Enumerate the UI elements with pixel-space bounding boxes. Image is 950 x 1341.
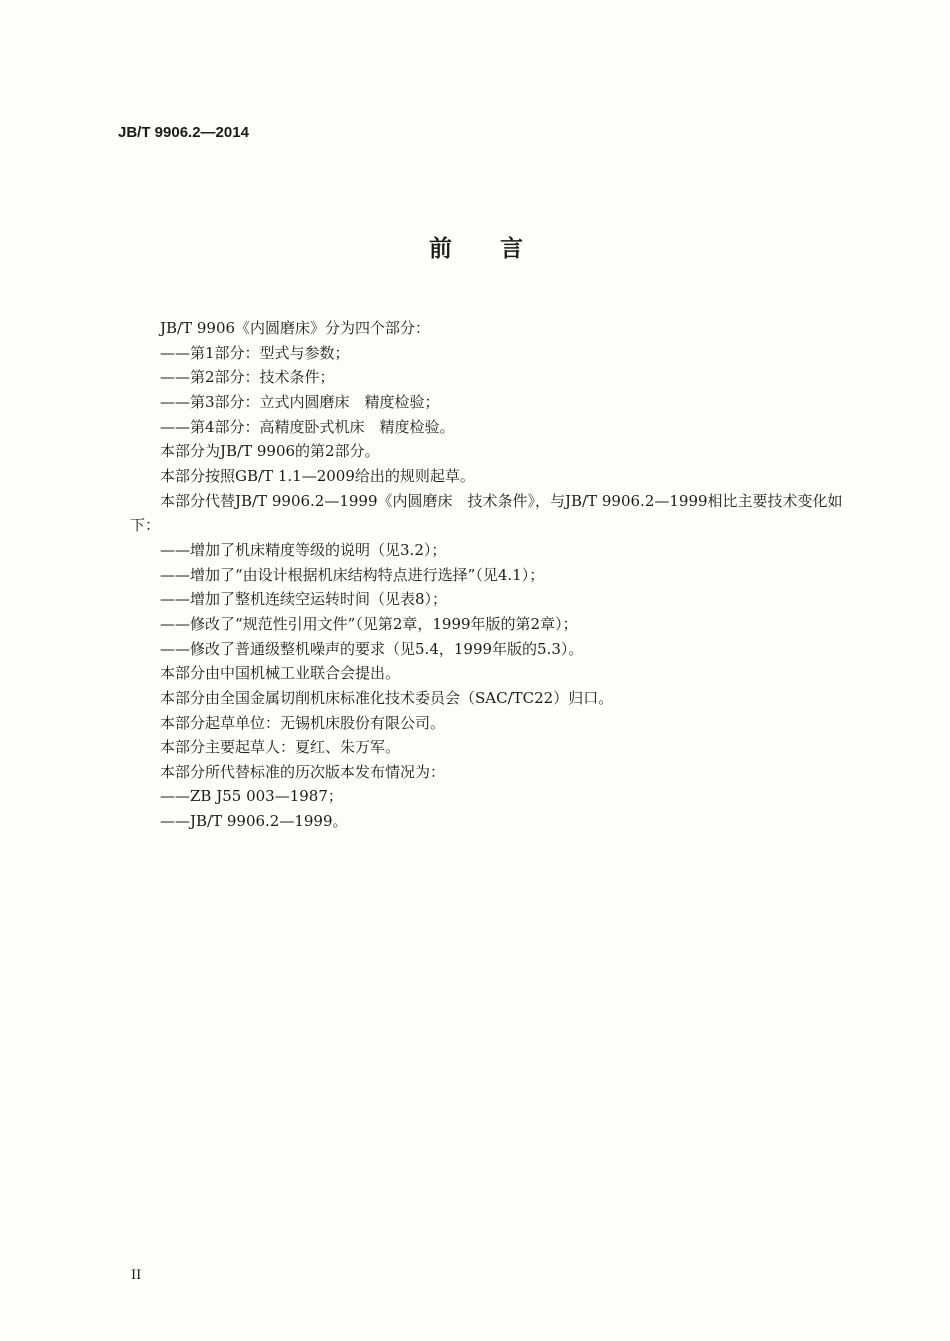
list-item: ——第3部分：立式内圆磨床 精度检验； bbox=[160, 392, 440, 411]
list-item: ——第2部分：技术条件； bbox=[160, 368, 335, 387]
paragraph-continuation: 下： bbox=[130, 516, 161, 535]
paragraph-line: 本部分主要起草人：夏红、朱万军。 bbox=[160, 738, 401, 757]
list-item: ——第4部分：高精度卧式机床 精度检验。 bbox=[160, 417, 455, 436]
paragraph-line: 本部分按照GB/T 1.1—2009给出的规则起草。 bbox=[160, 466, 475, 485]
paragraph-line: 本部分代替JB/T 9906.2—1999《内圆磨床 技术条件》，与JB/T 9906.2—1999相比主要技术变化如 bbox=[160, 491, 843, 510]
paragraph-line: 本部分起草单位：无锡机床股份有限公司。 bbox=[160, 713, 446, 732]
page-number: II bbox=[131, 1268, 142, 1283]
paragraph-line: 本部分由全国金属切削机床标准化技术委员会（SAC/TC22）归口。 bbox=[160, 688, 614, 707]
paragraph-line: JB/T 9906《内圆磨床》分为四个部分： bbox=[160, 319, 431, 337]
foreword-body bbox=[0, 316, 950, 834]
page-title: 前言 bbox=[429, 235, 571, 262]
list-item: ——修改了普通级整机噪声的要求（见5.4，1999年版的5.3）。 bbox=[160, 639, 584, 658]
paragraph-line: 本部分所代替标准的历次版本发布情况为： bbox=[160, 762, 446, 781]
paragraph-line: 本部分由中国机械工业联合会提出。 bbox=[160, 664, 401, 683]
list-item: ——第1部分：型式与参数； bbox=[160, 343, 350, 362]
list-item: ——JB/T 9906.2—1999。 bbox=[160, 812, 348, 831]
paragraph-line: 本部分为JB/T 9906的第2部分。 bbox=[160, 442, 380, 461]
list-item: ——增加了机床精度等级的说明（见3.2）； bbox=[160, 540, 447, 559]
list-item: ——修改了“规范性引用文件”（见第2章，1999年版的第2章）； bbox=[160, 614, 578, 633]
list-item: ——增加了整机连续空运转时间（见表8）； bbox=[160, 590, 448, 609]
list-item: ——增加了“由设计根据机床结构特点进行选择”（见4.1）； bbox=[160, 565, 545, 584]
list-item: ——ZB J55 003—1987； bbox=[160, 787, 343, 806]
document-header: JB/T 9906.2—2014 bbox=[118, 124, 249, 141]
